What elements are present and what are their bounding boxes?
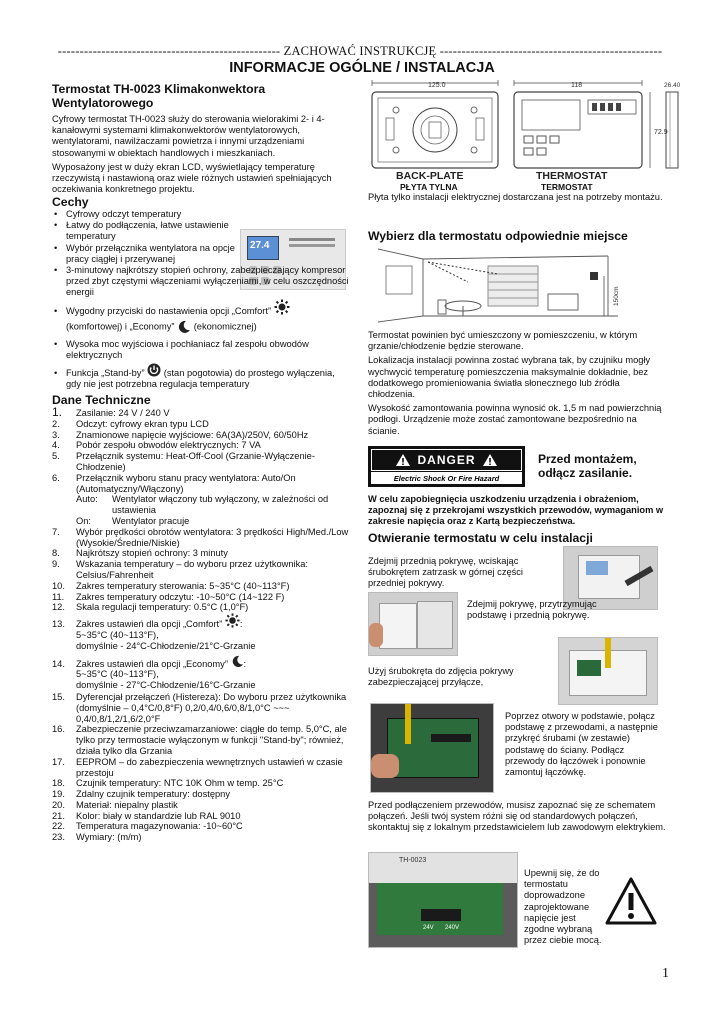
feature-comfort-text: Wygodny przyciski do nastawienia opcji „Comfort” (66, 306, 272, 316)
caption-thermostat: TERMOSTAT (541, 182, 593, 192)
dim-118: 118 (571, 82, 583, 89)
features-heading: Cechy (52, 195, 89, 209)
moon-icon (231, 655, 244, 668)
feature-comfort: • Wygodny przyciski do nastawienia opcji „Comfort” (komfortowej) i „Economy” (ekonomicznej) (52, 302, 350, 334)
warning-triangle-icon (395, 453, 411, 467)
features-list-noise (52, 339, 350, 361)
tech-list (52, 405, 352, 843)
product-title: Termostat TH-0023 Klimakonwektora Wentylatorowego (52, 82, 266, 110)
tech6-auto: Auto: Wentylator włączony tub wyłączony, w zależności od ustawienia (76, 494, 329, 516)
moon-icon (177, 320, 191, 334)
backplate-label: BACK-PLATE (396, 170, 464, 182)
feature-item: • 3-minutowy najkrótszy stopień ochrony, zabezpieczający kompresor przed zbyt częstymi włączeniami wyłączeniami, w celu oszczędności energii (52, 265, 350, 299)
tech-item: 17. EEPROM – do zabezpieczenia wewnętrznych ustawień w czasie przestoju (52, 756, 343, 778)
feature-economy-text: (komfortowej) i „Economy” (66, 321, 175, 332)
intro-paragraph-2: Wyposażony jest w duży ekran LCD, wyświetlający temperaturę rzeczywistą i nastawioną oraz wiele różnych ustawień spełniających oczekiwania konkretnego projektu. (52, 161, 332, 195)
step-6-text: Upewnij się, że do termostatu doprowadzone zaprojektowane napięcie jest zgodne wybraną przez ciebie mocą. (524, 868, 602, 946)
tech-item: 18. Czujnik temperatury: NTC 10K Ohm w temp. 25°C (52, 778, 284, 789)
feature-standby: • Funkcja „Stand-by” (stan pogotowia) do prostego wyłączenia, gdy nie jest potrzebna regulacja temperatury (52, 364, 350, 390)
step-2-photo (368, 592, 458, 656)
intro-paragraph-1: Cyfrowy termostat TH-0023 służy do sterowania wielorakimi 2- i 4-kanałowymi systemami klimakonwektorów wentylatorowych, wentylatorami, nawilżaczami powietrza i innymi urządzeniami stosowanymi w obiektach handlowych i mieszkaniach. (52, 114, 325, 158)
board-label: TH-0023 (399, 857, 427, 864)
tech-item-13: 13. Zakres ustawień dla opcji „Comfort” : 5~35°C (40~113°F), domyślnie - 24°C-Chłodzenie/21°C-Grzanie (52, 616, 352, 651)
board-voltage-24: 24V (423, 925, 434, 931)
tech-item: 3. Znamionowe napięcie wyjściowe: 6A(3A)/250V, 60/50Hz (52, 429, 309, 440)
feature-item: • Łatwy do podłączenia, łatwe ustawienie temperatury (52, 220, 242, 242)
backplate-note: Płyta tylko instalacji elektrycznej dostarczana jest na potrzeby montażu. (368, 192, 663, 202)
tech-item: 21. Kolor: biały w standardzie lub RAL 9010 (52, 810, 241, 821)
step-4-text: Poprzez otwory w podstawie, połącz podstawę z przewodami, a następnie przykręć śrubami (w zestawie) podstawę do ściany. Podłącz przewody do łączówek i ponownie zamontuj łączówkę. (505, 711, 658, 778)
feature-economy-suffix: (ekonomicznej) (193, 321, 257, 332)
tech-item: 2. Odczyt: cyfrowy ekran typu LCD (52, 418, 209, 429)
feature-item: • Wysoka moc wyjściowa i pochłaniacz fal zespołu obwodów elektrycznych (52, 339, 350, 361)
tech-item: 15. Dyferencjał przełączeń (Histereza): Do wyboru przez użytkownika (domyślnie – 0,4°C/0,8°F) 0,2/0,4/0,6/0,8/1,0°C ~~~ 0,4/0,8/1,2/1,6/2,0°F (52, 691, 347, 724)
tech-item: 20. Materiał: niepalny plastik (52, 799, 178, 810)
feature-standby-text: Funkcja „Stand-by” (66, 368, 145, 378)
sun-icon (274, 299, 290, 315)
tech-item: 8. Najkrótszy stopień ochrony: 3 minuty (52, 548, 228, 559)
dimension-drawing (366, 78, 692, 194)
feature-item: • Wybór przełącznika wentylatora na opcje pracy ciągłej i przerywanej (52, 243, 242, 265)
page-title: INFORMACJE OGÓLNE / INSTALACJA (229, 60, 495, 76)
danger-header (371, 449, 522, 471)
step-1-text: Zdejmij przednią pokrywę, wciskając śrubokrętem zatrzask w górnej części przedniej pokrywy. (368, 556, 524, 589)
step-2-text: Zdejmij pokrywę, przytrzymując podstawę i przednią pokrywę. (467, 599, 597, 621)
step-4-photo (370, 703, 494, 793)
tech-item: 6. Przełącznik wyboru stanu pracy wentylatora: Auto/On (Automatyczny/Włączony) (52, 472, 296, 494)
dim-72: 72.9 (654, 129, 668, 136)
step-5-text: Przed podłączeniem przewodów, musisz zapoznać się ze schematem połączeń. Jeśli twój system różni się od standardowych połączeń, skontaktuj się z lokalnym przedstawicielem lub zawodowym elektrykiem. (368, 800, 666, 833)
power-icon (147, 363, 161, 377)
page-number: 1 (662, 966, 669, 981)
thermostat-photo: 27.4 (240, 229, 346, 290)
features-list-bottom (52, 265, 350, 299)
location-paragraph-2: Lokalizacja instalacji powinna zostać wybrana tak, by czujniku mogły wychwycić temperaturę pomieszczenia maksymalnie dokładnie, bez dodatkowego promieniowania światła słonecznego lub źródła chłodzenia. (368, 355, 651, 400)
danger-label: DANGER (417, 453, 476, 467)
room-height-label: 150cm (613, 286, 620, 306)
warning-triangle-icon (482, 453, 498, 467)
opening-heading: Otwieranie termostatu w celu instalacji (368, 531, 593, 545)
tech-item: 9. Wskazania temperatury – do wyboru przez użytkownika: Celsius/Fahrenheit (52, 559, 309, 580)
step-3-text: Użyj śrubokręta do zdjęcia pokrywy zabezpieczającej przyłącze, (368, 666, 514, 688)
thermostat-label: THERMOSTAT (536, 170, 608, 182)
before-mount-warning: Przed montażem, odłącz zasilanie. (538, 452, 637, 480)
tech-item: 22. Temperatura magazynowania: -10~60°C (52, 821, 243, 832)
tech-item: 11. Zakres temperatury odczytu: -10~50°C (14~122 F) (52, 591, 285, 602)
step-6-photo (368, 852, 518, 948)
sun-icon (225, 613, 240, 628)
tech-item: 4. Pobór zespołu obwodów elektrycznych: 7 VA (52, 440, 261, 451)
room-illustration (368, 244, 634, 324)
dim-125: 125.0 (428, 82, 446, 89)
location-paragraph-1: Termostat powinien być umieszczony w pomieszczeniu, w którym grzanie/chłodzenie będzie sterowane. (368, 330, 638, 352)
location-text (368, 330, 668, 437)
tech-item: 1. Zasilanie: 24 V / 240 V (52, 405, 170, 419)
warning-triangle-icon (605, 876, 657, 926)
tech6-on: On: Wentylator pracuje (76, 515, 190, 526)
tech-item-14: 14. Zakres ustawień dla opcji „Economy” : 5~35°C (40~113°F), domyślnie - 27°C-Chłodzenie/16°C-Grzanie (52, 656, 352, 691)
feature-standby-suffix: (stan pogotowia) do prostego wyłączenia, gdy nie jest potrzebna regulacja temperatury (66, 368, 335, 390)
tech-item: 23. Wymiary: (m/m) (52, 832, 142, 843)
location-paragraph-3: Wysokość zamontowania powinna wynosić ok. 1,5 m nad powierzchnią podłogi. Urządzenie może zostać zamontowane bezpośrednio na ścianie. (368, 403, 662, 436)
tech-item: 10. Zakres temperatury sterowania: 5~35°C (40~113°F) (52, 580, 290, 591)
danger-subtext: Electric Shock Or Fire Hazard (371, 472, 522, 484)
features-list-top (52, 209, 242, 265)
safety-warning: W celu zapobiegnięcia uszkodzeniu urządzenia i obrażeniom, zapoznaj się z przekrojami wszystkich przewodów, wymaganiom w zakresie napięcia oraz z Kartą bezpieczeństwa. (368, 494, 664, 527)
step-3-photo (558, 637, 658, 705)
tech-item: 5. Przełącznik systemu: Heat-Off-Cool (Grzanie-Wyłączenie-Chłodzenie) (52, 451, 315, 472)
tech-item: 16. Zabezpieczenie przeciwzamarzaniowe: ciągłe do temp. 5,0°C, ale tylko przy termostacie wyłączonym w funkcji "Stand-by"; również, działa tylko dla Grzania (52, 724, 347, 756)
location-heading: Wybierz dla termostatu odpowiednie miejsce (368, 229, 628, 243)
tech-heading: Dane Techniczne (52, 393, 151, 407)
tech-item: 7. Wybór prędkości obrotów wentylatora: 3 prędkości High/Med./Low (Wysokie/Średnie/Niskie) (52, 526, 349, 548)
dim-2640: 26.40 (664, 82, 681, 89)
keep-instructions-line: --------------------------------------------------- ZACHOWAĆ INSTRUKCJĘ --------------------------------------------------- (57, 44, 663, 58)
caption-back: PŁYTA TYLNA (400, 182, 458, 192)
feature-item: • Cyfrowy odczyt temperatury (52, 209, 242, 220)
tech-item: 19. Zdalny czujnik temperatury: dostępny (52, 789, 230, 800)
board-voltage-240: 240V (445, 925, 460, 931)
left-column (52, 82, 350, 195)
tech-item: 12. Skala regulacji temperatury: 0.5°C (1,0°F) (52, 602, 249, 613)
danger-sign (368, 446, 525, 487)
